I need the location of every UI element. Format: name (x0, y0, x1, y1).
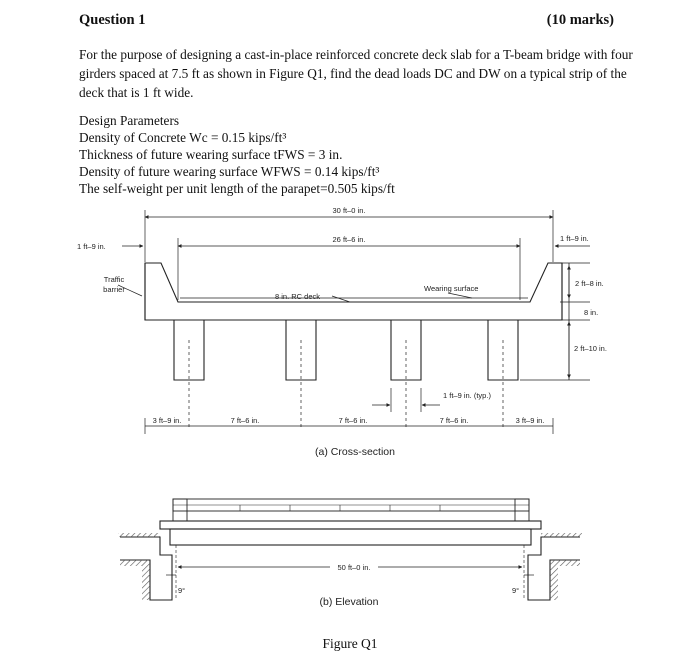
dim-stem-width: 1 ft–9 in. (typ.) (443, 391, 491, 400)
dim-span: 50 ft–0 in. (337, 563, 371, 572)
question-body: For the purpose of designing a cast-in-place reinforced concrete deck slab for a T-beam bridge with four girders spaced at 7.5 ft as shown in Figure Q1, find the dead loads DC and DW on a typical strip of the deck that is 1 ft wide. (79, 47, 633, 100)
bottom-dim-4: 7 ft–6 in. (439, 416, 469, 425)
parameter-concrete-density: Density of Concrete Wc = 0.15 kips/ft³ (79, 130, 287, 145)
angle-right: 9° (512, 586, 520, 595)
elevation-drawing (118, 499, 582, 600)
label-rc-deck: 8 in. RC deck (275, 292, 321, 301)
dim-girder-depth: 2 ft–10 in. (574, 344, 607, 353)
bottom-dim-5: 3 ft–9 in. (515, 416, 545, 425)
design-parameters-heading: Design Parameters (79, 113, 180, 128)
figure-label: Figure Q1 (322, 636, 378, 651)
dim-barrier-height: 2 ft–8 in. (575, 279, 604, 288)
parameter-parapet-weight: The self-weight per unit length of the parapet=0.505 kips/ft (79, 181, 395, 196)
caption-cross-section: (a) Cross-section (315, 446, 395, 458)
dim-right-barrier: 1 ft–9 in. (560, 234, 589, 243)
label-wearing-surface: Wearing surface (424, 284, 479, 293)
bottom-dim-3: 7 ft–6 in. (338, 416, 368, 425)
caption-elevation: (b) Elevation (319, 596, 379, 608)
dim-total-width: 30 ft–0 in. (332, 206, 366, 215)
question-title: Question 1 (79, 12, 146, 28)
label-traffic: Traffic (103, 275, 125, 284)
dim-roadway: 26 ft–6 in. (332, 235, 366, 244)
bottom-dim-2: 7 ft–6 in. (230, 416, 260, 425)
label-barrier: barrier (103, 285, 125, 294)
bottom-dim-1: 3 ft–9 in. (152, 416, 182, 425)
question-marks: (10 marks) (546, 12, 614, 28)
dim-deck-thickness: 8 in. (584, 308, 599, 317)
deck-slab-outline (145, 263, 562, 320)
dim-left-barrier: 1 ft–9 in. (77, 242, 106, 251)
parameter-fws-thickness: Thickness of future wearing surface tFWS = 3 in. (79, 147, 343, 162)
parameter-fws-density: Density of future wearing surface WFWS = 0.14 kips/ft³ (79, 164, 380, 179)
angle-left: 9° (178, 586, 186, 595)
